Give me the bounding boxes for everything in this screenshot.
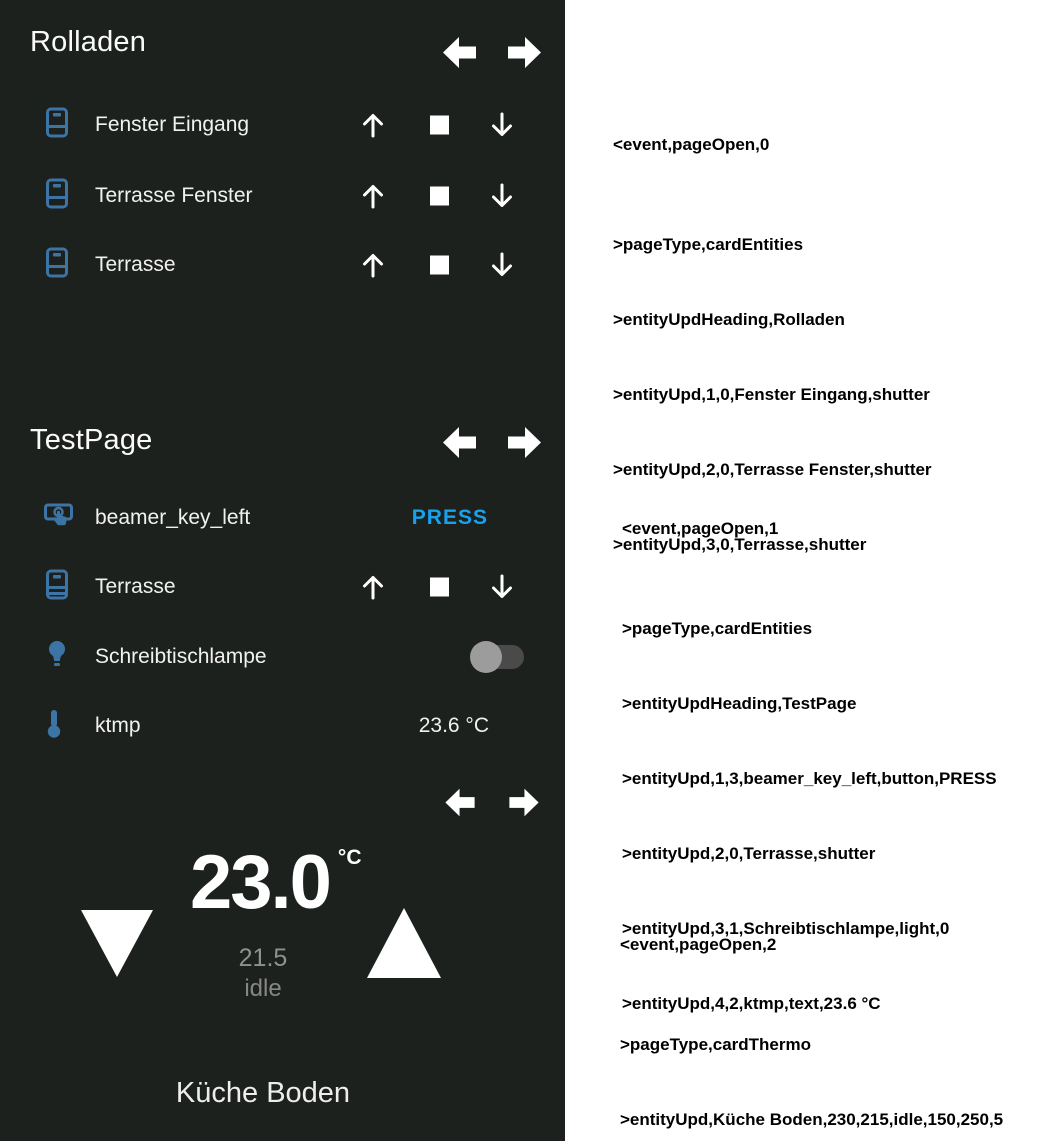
- page-title: TestPage: [30, 424, 153, 456]
- entity-row-shutter: [0, 230, 565, 300]
- shutter-down-icon[interactable]: [490, 183, 514, 210]
- card-rolladen: [0, 0, 565, 400]
- temp-decrease-button[interactable]: [81, 910, 153, 977]
- nav-left-icon[interactable]: [442, 425, 477, 460]
- shutter-icon: [46, 108, 68, 143]
- lightbulb-icon: [46, 640, 68, 675]
- shutter-up-icon[interactable]: [361, 183, 385, 210]
- nav-left-icon[interactable]: [442, 35, 477, 70]
- light-toggle[interactable]: [472, 645, 524, 669]
- shutter-up-icon[interactable]: [361, 252, 385, 279]
- page-nav: [443, 787, 543, 818]
- entity-label: Terrasse Fenster: [95, 184, 253, 207]
- log-line: >pageType,cardThermo: [620, 1035, 811, 1054]
- nav-left-icon[interactable]: [443, 787, 477, 818]
- log-line: >pageType,cardEntities: [622, 619, 813, 638]
- temperature-unit: °C: [337, 846, 362, 869]
- entity-label: Fenster Eingang: [95, 113, 250, 136]
- page-nav: [442, 35, 542, 70]
- log-line: >entityUpd,1,0,Fenster Eingang,shutter: [613, 385, 930, 404]
- shutter-stop-icon[interactable]: [430, 187, 449, 206]
- entity-row-text: [0, 691, 565, 761]
- log-event-line: <event,pageOpen,1: [622, 519, 779, 538]
- entity-row-shutter: [0, 552, 565, 622]
- nav-right-icon[interactable]: [507, 425, 542, 460]
- log-line: >entityUpd,2,0,Terrasse Fenster,shutter: [613, 460, 932, 479]
- log-event-line: <event,pageOpen,0: [613, 135, 770, 154]
- shutter-down-icon[interactable]: [490, 252, 514, 279]
- shutter-down-icon[interactable]: [490, 112, 514, 139]
- thermostat-name: Küche Boden: [175, 1077, 351, 1109]
- log-block-page2: [620, 882, 1003, 1141]
- page-title: Rolladen: [30, 26, 147, 58]
- log-line: >entityUpd,2,0,Terrasse,shutter: [622, 844, 876, 863]
- entity-label: beamer_key_left: [95, 506, 251, 529]
- entity-label: Terrasse: [95, 575, 176, 598]
- shutter-up-icon[interactable]: [361, 112, 385, 139]
- log-line: >entityUpd,Küche Boden,230,215,idle,150,250,5: [620, 1110, 1004, 1129]
- hvac-state: idle: [244, 975, 282, 1002]
- shutter-icon: [46, 248, 68, 283]
- entity-row-button: [0, 483, 565, 553]
- shutter-down-icon[interactable]: [490, 574, 514, 601]
- log-line: >pageType,cardEntities: [613, 235, 804, 254]
- shutter-stop-icon[interactable]: [430, 116, 449, 135]
- shutter-icon: [46, 570, 68, 605]
- temp-increase-button[interactable]: [367, 908, 441, 978]
- gesture-tap-button-icon: [44, 502, 73, 535]
- log-line: >entityUpd,1,3,beamer_key_left,button,PRESS: [622, 769, 997, 788]
- entity-row-light: [0, 622, 565, 692]
- card-testpage: [0, 400, 565, 760]
- entity-label: Terrasse: [95, 253, 176, 276]
- nav-right-icon[interactable]: [507, 787, 541, 818]
- log-line: >entityUpd,3,0,Terrasse,shutter: [613, 535, 867, 554]
- entity-row-shutter: [0, 161, 565, 231]
- current-temperature-value: 23.0: [190, 840, 330, 925]
- log-line: >entityUpdHeading,TestPage: [622, 694, 857, 713]
- log-event-line: <event,pageOpen,2: [620, 935, 777, 954]
- entity-value: 23.6 °C: [418, 714, 489, 737]
- thermometer-icon: [46, 709, 62, 744]
- shutter-stop-icon[interactable]: [430, 578, 449, 597]
- toggle-knob: [470, 641, 502, 673]
- target-temperature: 21.5: [238, 944, 288, 972]
- entity-label: Schreibtischlampe: [95, 645, 267, 668]
- card-thermo: [0, 760, 565, 1141]
- entity-row-shutter: [0, 90, 565, 160]
- entity-label: ktmp: [95, 714, 141, 737]
- log-line: >entityUpd,3,1,Schreibtischlampe,light,0: [622, 919, 950, 938]
- press-button[interactable]: PRESS: [411, 506, 488, 529]
- current-temperature: [190, 840, 362, 925]
- nav-right-icon[interactable]: [507, 35, 542, 70]
- log-line: >entityUpd,4,2,ktmp,text,23.6 °C: [622, 994, 881, 1013]
- shutter-up-icon[interactable]: [361, 574, 385, 601]
- shutter-stop-icon[interactable]: [430, 256, 449, 275]
- page-nav: [442, 425, 542, 460]
- shutter-icon: [46, 179, 68, 214]
- log-line: >entityUpdHeading,Rolladen: [613, 310, 845, 329]
